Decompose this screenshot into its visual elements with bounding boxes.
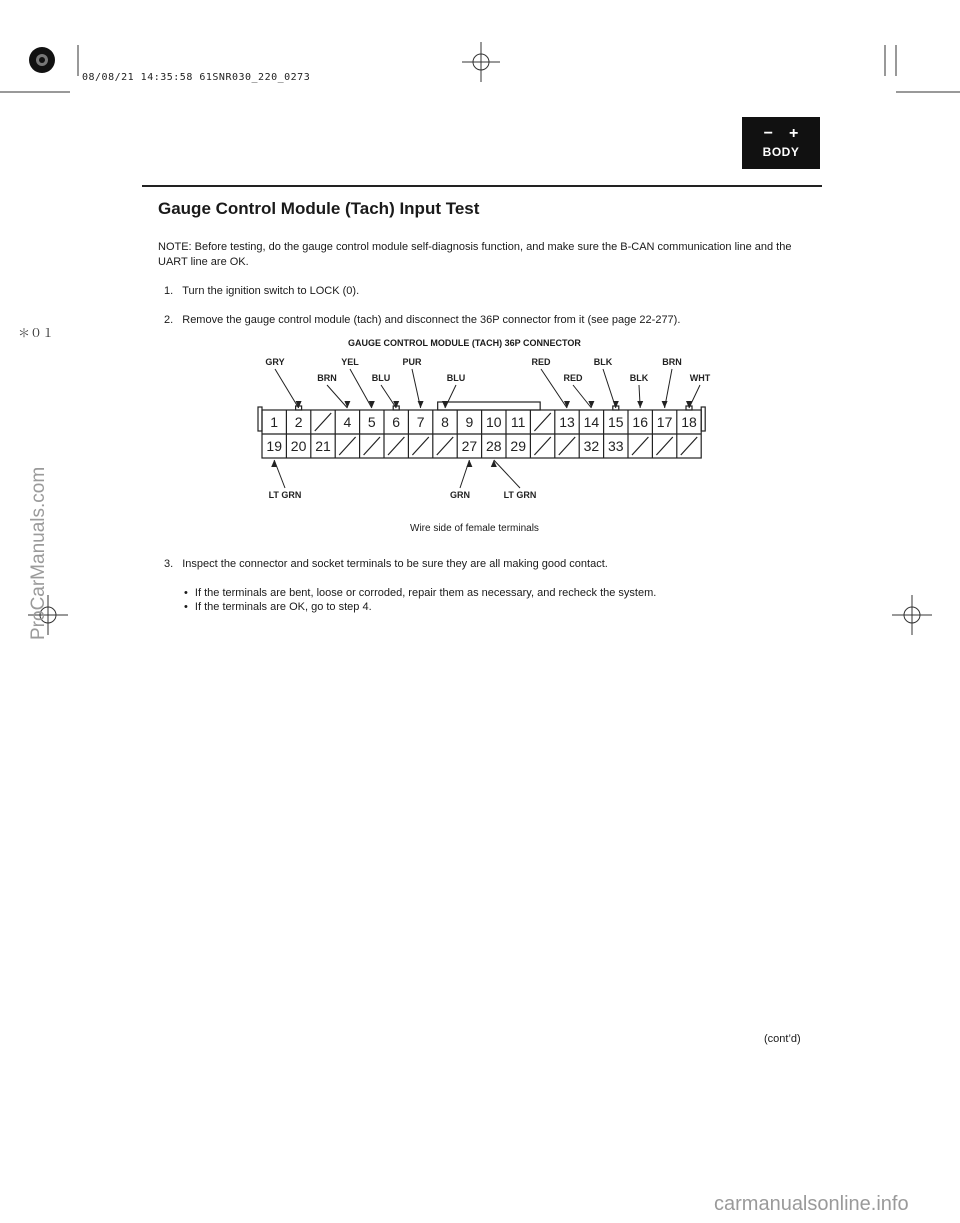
- bullet-2: [184, 600, 372, 615]
- empty-cavity-mark: [437, 437, 453, 455]
- top-pin-1: 1: [270, 414, 279, 430]
- arrow-icon: [344, 401, 350, 408]
- wire-label-blk: BLK: [629, 373, 649, 383]
- wire-label-red: RED: [531, 357, 551, 367]
- battery-icon: [764, 127, 799, 141]
- header-rule: [142, 185, 822, 187]
- empty-cavity-mark: [339, 437, 355, 455]
- wire-label-grn: GRN: [450, 490, 470, 500]
- bullet-icon: •: [184, 601, 188, 613]
- arrow-icon: [466, 460, 472, 467]
- wire-label-lt-grn: LT GRN: [503, 490, 537, 500]
- wire-leader: [381, 385, 396, 408]
- page-title: Gauge Control Module (Tach) Input Test: [158, 199, 480, 218]
- watermark-carmanualsonline: carmanualsonline.info: [714, 1193, 909, 1215]
- bullet-text: If the terminals are bent, loose or corroded, repair them as necessary, and recheck the system.: [194, 587, 657, 599]
- connector-diagram: [240, 350, 720, 510]
- top-pin-10: 10: [486, 414, 502, 430]
- connector-caption: Wire side of female terminals: [410, 523, 539, 534]
- bottom-pin-27: 27: [461, 438, 478, 454]
- wire-label-lt-grn: LT GRN: [268, 490, 302, 500]
- arrow-icon: [418, 401, 424, 408]
- arrow-icon: [637, 401, 643, 408]
- arrow-icon: [588, 401, 594, 408]
- bottom-pin-33: 33: [608, 438, 624, 454]
- step-number: 2.: [164, 314, 174, 326]
- empty-cavity-mark: [364, 437, 380, 455]
- empty-cavity-mark: [656, 437, 672, 455]
- connector-ear-left: [258, 407, 262, 431]
- step-text: Inspect the connector and socket terminals to be sure they are all making good contact.: [182, 558, 608, 570]
- wire-label-blu: BLU: [446, 373, 466, 383]
- top-pin-14: 14: [583, 414, 600, 430]
- step-1: [164, 284, 359, 299]
- wire-label-blu: BLU: [371, 373, 391, 383]
- top-pin-18: 18: [681, 414, 697, 430]
- connector-ear-right: [701, 407, 705, 431]
- top-pin-17: 17: [656, 414, 673, 430]
- empty-cavity-mark: [388, 437, 404, 455]
- empty-cavity-mark: [412, 437, 428, 455]
- wire-leader: [573, 385, 591, 408]
- bottom-pin-29: 29: [510, 438, 526, 454]
- connector-title: GAUGE CONTROL MODULE (TACH) 36P CONNECTOR: [348, 338, 581, 348]
- step-2: [164, 313, 680, 328]
- bottom-pin-19: 19: [266, 438, 282, 454]
- wire-label-brn: BRN: [662, 357, 682, 367]
- wire-label-pur: PUR: [402, 357, 422, 367]
- arrow-icon: [491, 460, 497, 467]
- empty-cavity-mark: [632, 437, 648, 455]
- top-pin-13: 13: [559, 414, 575, 430]
- top-pin-4: 4: [343, 414, 352, 430]
- arrow-icon: [662, 401, 668, 408]
- wire-leader: [494, 460, 520, 488]
- wire-label-red: RED: [563, 373, 583, 383]
- watermark-procarmanuals: ProCarManuals.com: [28, 466, 49, 640]
- empty-cavity-mark: [681, 437, 697, 455]
- body-section-badge: [742, 117, 820, 169]
- empty-cavity-mark: [534, 413, 550, 431]
- note-paragraph: NOTE: Before testing, do the gauge control module self-diagnosis function, and make sure the B-CAN communication line and the UART line are OK.: [158, 241, 792, 268]
- step-number: 3.: [164, 558, 174, 570]
- top-pin-2: 2: [294, 414, 303, 430]
- wire-label-yel: YEL: [341, 357, 359, 367]
- wire-leader: [327, 385, 347, 408]
- top-pin-5: 5: [367, 414, 376, 430]
- wire-leader: [445, 385, 456, 408]
- wire-leader: [275, 369, 299, 408]
- bottom-pin-32: 32: [583, 438, 600, 454]
- bullet-icon: •: [184, 587, 188, 599]
- top-pin-9: 9: [465, 414, 474, 430]
- step-text: Turn the ignition switch to LOCK (0).: [182, 285, 360, 297]
- bullet-1: [184, 586, 656, 601]
- wire-leader: [689, 385, 700, 408]
- page-marker: ＊０１: [18, 326, 55, 340]
- arrow-icon: [271, 460, 277, 467]
- bottom-pin-28: 28: [486, 438, 502, 454]
- connector-latch: [438, 402, 540, 410]
- top-pin-6: 6: [392, 414, 401, 430]
- step-text: Remove the gauge control module (tach) and disconnect the 36P connector from it (see page 22-277).: [182, 314, 681, 326]
- top-pin-15: 15: [608, 414, 624, 430]
- step-3: [164, 557, 784, 572]
- continued-label: (cont’d): [764, 1033, 801, 1045]
- bottom-pin-21: 21: [315, 438, 331, 454]
- empty-cavity-mark: [559, 437, 575, 455]
- wire-leader: [350, 369, 372, 408]
- empty-cavity-mark: [534, 437, 550, 455]
- arrow-icon: [613, 401, 619, 408]
- top-pin-7: 7: [416, 414, 425, 430]
- top-pin-16: 16: [632, 414, 648, 430]
- top-pin-11: 11: [510, 414, 526, 430]
- wire-label-gry: GRY: [265, 357, 285, 367]
- badge-label: BODY: [762, 145, 800, 159]
- print-stamp: 08/08/21 14:35:58 61SNR030_220_0273: [82, 72, 311, 83]
- wire-label-blk: BLK: [593, 357, 613, 367]
- top-pin-8: 8: [441, 414, 449, 430]
- battery-plus-icon: +: [789, 125, 799, 142]
- empty-cavity-mark: [315, 413, 331, 431]
- battery-minus-icon: −: [763, 125, 773, 142]
- wire-label-wht: WHT: [689, 373, 711, 383]
- bottom-pin-20: 20: [290, 438, 307, 454]
- step-number: 1.: [164, 285, 174, 297]
- bullet-text: If the terminals are OK, go to step 4.: [194, 601, 372, 613]
- wire-label-brn: BRN: [317, 373, 337, 383]
